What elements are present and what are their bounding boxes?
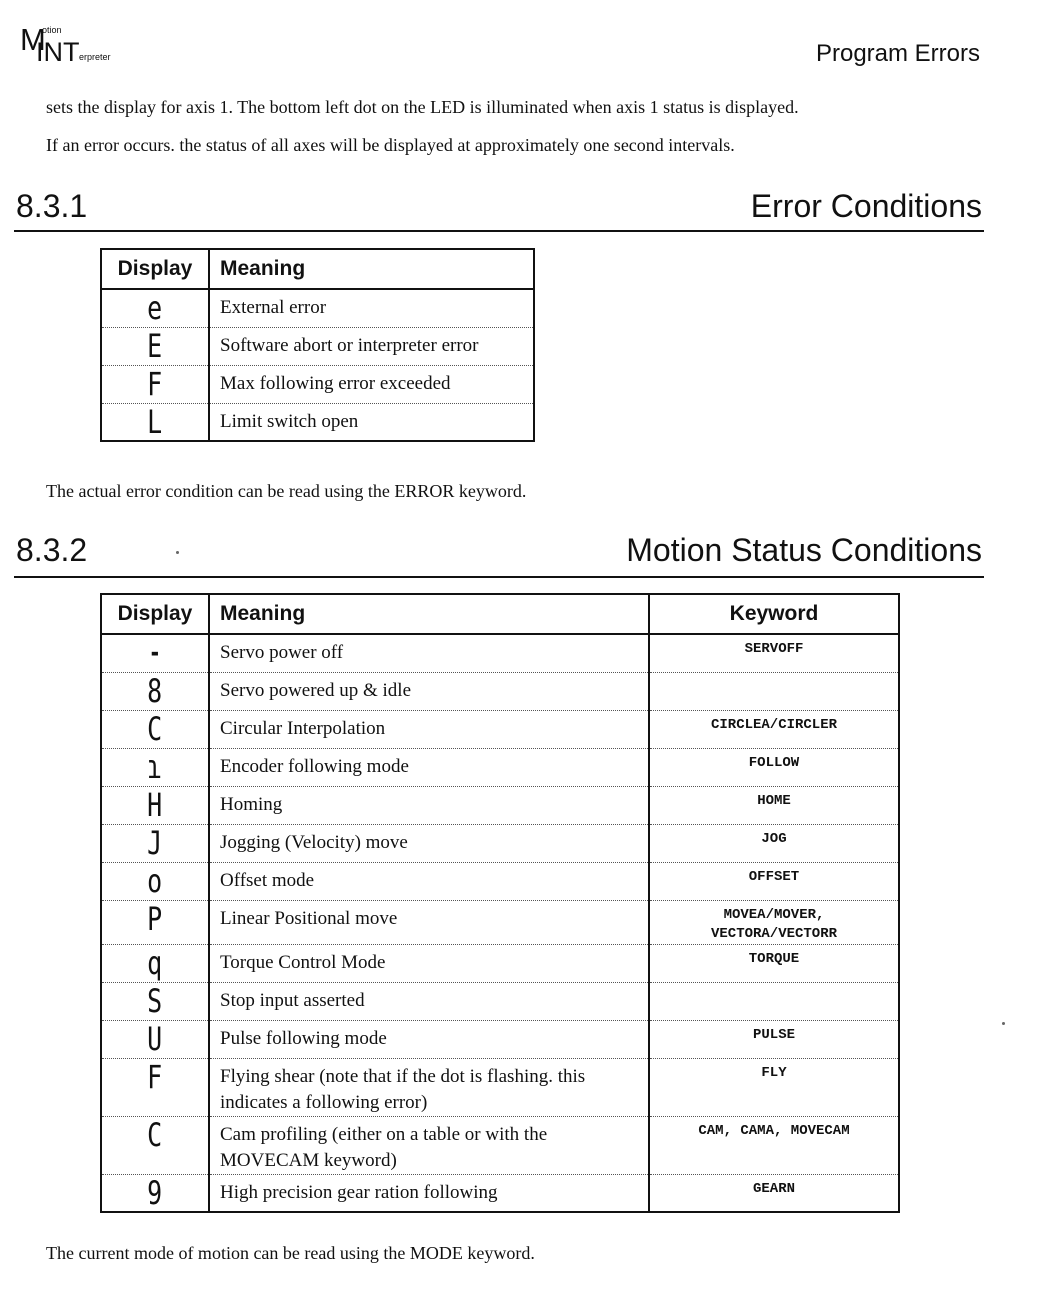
table-row: [101, 824, 899, 862]
table-row: [101, 1058, 899, 1116]
led-glyph-icon: P: [147, 899, 163, 938]
section-1-rule: [14, 230, 984, 232]
led-glyph-icon: -: [148, 638, 162, 668]
section-1-number: 8.3.1: [16, 188, 88, 224]
logo-otion: otion: [42, 25, 62, 35]
display-cell: [101, 786, 209, 824]
led-glyph-icon: C: [147, 1115, 163, 1154]
scan-speck: [176, 551, 179, 554]
mint-logo: [20, 22, 150, 72]
logo-int: INT: [36, 37, 80, 67]
table-row: [101, 900, 899, 944]
led-glyph-icon: q: [147, 943, 163, 982]
keyword-cell: [649, 982, 899, 1020]
meaning-cell: Offset mode: [209, 862, 649, 900]
meaning-cell: Servo powered up & idle: [209, 672, 649, 710]
keyword-cell: GEARN: [649, 1174, 899, 1212]
led-glyph-icon: F: [147, 1057, 163, 1096]
led-glyph-icon: S: [147, 981, 163, 1020]
error-keyword-note: The actual error condition can be read using the ERROR keyword.: [46, 481, 527, 501]
meaning-cell: Limit switch open: [220, 410, 359, 432]
meaning-cell: Linear Positional move: [209, 900, 649, 944]
meaning-cell: Software abort or interpreter error: [209, 327, 534, 365]
display-cell: [101, 289, 209, 327]
intro-line-2: If an error occurs. the status of all axes will be displayed at approximately one second intervals.: [46, 135, 735, 155]
header-meaning: Meaning: [209, 249, 534, 289]
display-cell: [101, 900, 209, 944]
keyword-cell: CAM, CAMA, MOVECAM: [649, 1116, 899, 1174]
keyword-cell: PULSE: [649, 1020, 899, 1058]
display-cell: [101, 944, 209, 982]
meaning-cell: Jogging (Velocity) move: [209, 824, 649, 862]
table-header-row: [101, 249, 534, 289]
meaning-cell: High precision gear ration following: [220, 1181, 498, 1203]
scan-speck: [1002, 1022, 1005, 1025]
table-row: [101, 1020, 899, 1058]
led-glyph-icon: J: [147, 823, 163, 862]
display-cell: [101, 824, 209, 862]
table-row: [101, 982, 899, 1020]
led-glyph-icon: F: [147, 364, 163, 403]
header-display: Display: [101, 594, 209, 634]
keyword-cell: JOG: [649, 824, 899, 862]
led-glyph-icon: 9: [147, 1173, 163, 1212]
table-row: [101, 289, 534, 327]
table-row: [101, 365, 534, 403]
display-cell: [101, 327, 209, 365]
display-cell: [101, 1020, 209, 1058]
led-glyph-icon: ɿ: [147, 747, 163, 786]
led-glyph-icon: C: [147, 709, 163, 748]
table-row: [101, 710, 899, 748]
meaning-cell: External error: [209, 289, 534, 327]
meaning-cell: Servo power off: [209, 634, 649, 672]
page-title: Program Errors: [815, 40, 980, 67]
table-header-row: [101, 594, 899, 634]
led-glyph-icon: E: [147, 326, 163, 365]
display-cell: [101, 672, 209, 710]
meaning-cell: Cam profiling (either on a table or with the MOVECAM keyword): [209, 1116, 649, 1174]
display-cell: [101, 1058, 209, 1116]
keyword-cell: FLY: [649, 1058, 899, 1116]
table-row: [101, 1174, 899, 1212]
meaning-cell: Circular Interpolation: [209, 710, 649, 748]
display-cell: [101, 365, 209, 403]
meaning-cell: Encoder following mode: [209, 748, 649, 786]
keyword-cell: OFFSET: [649, 862, 899, 900]
mode-keyword-note: The current mode of motion can be read using the MODE keyword.: [46, 1243, 535, 1263]
meaning-cell: Torque Control Mode: [209, 944, 649, 982]
keyword-cell: CIRCLEA/CIRCLER: [649, 710, 899, 748]
display-cell: [101, 982, 209, 1020]
meaning-cell: Pulse following mode: [209, 1020, 649, 1058]
led-glyph-icon: H: [147, 785, 163, 824]
display-cell: [101, 862, 209, 900]
section-2-number: 8.3.2: [16, 532, 88, 568]
header-meaning: Meaning: [209, 594, 649, 634]
meaning-cell: Max following error exceeded: [209, 365, 534, 403]
led-glyph-icon: 8: [147, 671, 163, 710]
meaning-cell: Stop input asserted: [209, 982, 649, 1020]
table-row: [101, 786, 899, 824]
section-2-title: Motion Status Conditions: [626, 532, 982, 568]
keyword-cell: MOVEA/MOVER, VECTORA/VECTORR: [649, 900, 899, 944]
meaning-cell: Flying shear (note that if the dot is flashing. this indicates a following error): [209, 1058, 649, 1116]
intro-line-1: sets the display for axis 1. The bottom left dot on the LED is illuminated when axis 1 status is displayed.: [46, 97, 799, 117]
display-cell: [101, 1116, 209, 1174]
table-row: [101, 672, 899, 710]
table-row: [101, 944, 899, 982]
display-cell: [101, 1174, 209, 1212]
table-row: [101, 862, 899, 900]
table-row: [101, 748, 899, 786]
keyword-cell: TORQUE: [649, 944, 899, 982]
display-cell: [101, 748, 209, 786]
table-row: [101, 403, 534, 441]
table-row: [101, 634, 899, 672]
led-glyph-icon: U: [147, 1019, 163, 1058]
keyword-cell: FOLLOW: [649, 748, 899, 786]
display-cell: [101, 710, 209, 748]
display-cell: [101, 403, 209, 441]
motion-status-table: [100, 593, 900, 1213]
meaning-cell: Homing: [209, 786, 649, 824]
table-row: [101, 1116, 899, 1174]
error-conditions-table: [100, 248, 535, 442]
section-2-rule: [14, 576, 984, 578]
led-glyph-icon: o: [147, 861, 163, 900]
display-cell: [101, 634, 209, 672]
header-keyword: Keyword: [649, 594, 899, 634]
keyword-cell: SERVOFF: [649, 634, 899, 672]
led-glyph-icon: L: [147, 402, 163, 441]
section-1-title: Error Conditions: [750, 188, 982, 224]
header-display: Display: [101, 249, 209, 289]
logo-m: M: [20, 22, 46, 57]
table-row: [101, 327, 534, 365]
keyword-cell: HOME: [649, 786, 899, 824]
logo-erpreter: erpreter: [79, 52, 111, 62]
keyword-cell: [649, 672, 899, 710]
led-glyph-icon: e: [147, 289, 163, 327]
